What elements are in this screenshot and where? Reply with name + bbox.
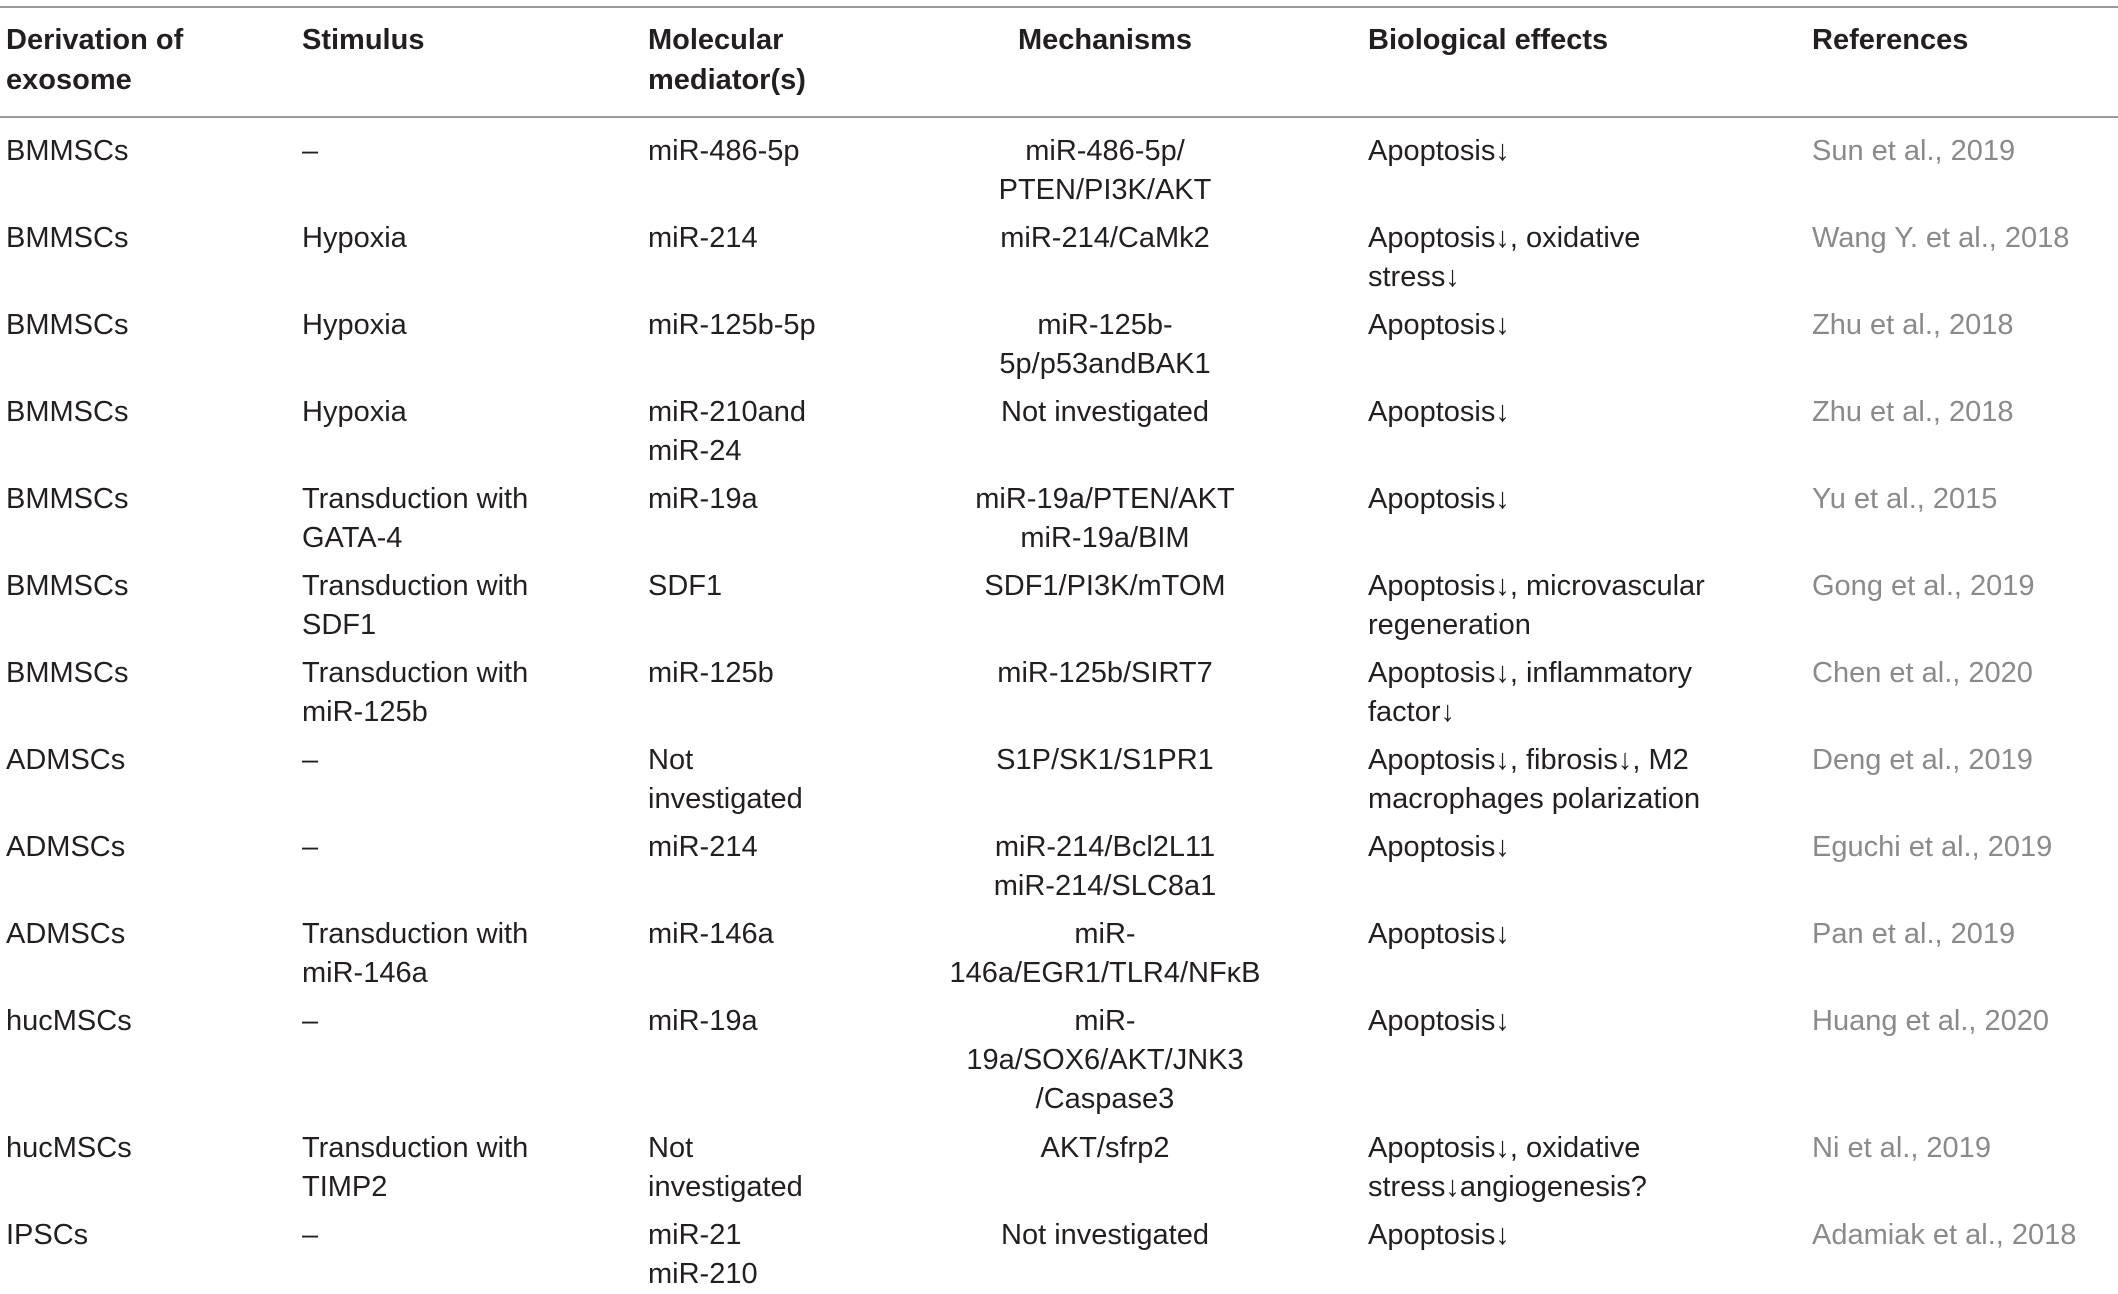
cell-text-line: Apoptosis↓ — [1368, 135, 1510, 167]
reference-cell — [1812, 306, 2014, 345]
cell-text-line: BMMSCs — [6, 570, 129, 602]
cell-text-line: Molecular — [648, 24, 784, 56]
mechanism-cell — [940, 1216, 1270, 1255]
cell-text-line: Yu et al., 2015 — [1812, 483, 1998, 515]
cell-text-line: exosome — [6, 64, 132, 96]
cell-text-line: investigated — [648, 1171, 803, 1203]
header-mechanisms — [940, 20, 1270, 60]
cell-text-line: SDF1 — [302, 609, 377, 641]
cell-text-line: BMMSCs — [6, 396, 129, 428]
cell-text-line: Apoptosis↓ — [1368, 1005, 1510, 1037]
cell-text-line: Hypoxia — [302, 309, 407, 341]
cell-text-line: Apoptosis↓, microvascular — [1368, 570, 1705, 602]
cell-text-line: Biological effects — [1368, 24, 1609, 56]
cell-text-line: miR-214/SLC8a1 — [993, 870, 1217, 902]
cell-text-line: Apoptosis↓ — [1368, 396, 1510, 428]
cell-text-line: BMMSCs — [6, 309, 129, 341]
mechanism-cell — [940, 132, 1270, 210]
mediator-cell — [648, 915, 774, 954]
derivation-cell — [6, 219, 128, 258]
derivation-cell — [6, 393, 128, 432]
mechanism-cell — [940, 480, 1270, 558]
stimulus-cell — [302, 219, 407, 258]
mediator-cell — [648, 654, 774, 693]
mechanism-cell — [940, 306, 1270, 384]
cell-text-line: Derivation of — [6, 24, 184, 56]
cell-text-line: Apoptosis↓ — [1368, 1219, 1510, 1251]
cell-text-line: PTEN/PI3K/AKT — [998, 174, 1212, 206]
cell-text-line: miR-125b-5p — [648, 309, 816, 341]
derivation-cell — [6, 132, 128, 171]
cell-text-line: Not investigated — [1001, 1219, 1209, 1251]
cell-text-line: ADMSCs — [6, 831, 126, 863]
cell-text-line: – — [302, 1005, 319, 1037]
cell-text-line: – — [302, 135, 319, 167]
cell-text-line: hucMSCs — [6, 1005, 132, 1037]
cell-text-line: 146a/EGR1/TLR4/NFκB — [949, 957, 1261, 989]
reference-cell — [1812, 915, 2015, 954]
cell-text-line: miR-125b/SIRT7 — [997, 657, 1213, 689]
effect-cell — [1368, 741, 1700, 819]
cell-text-line: factor↓ — [1368, 696, 1456, 728]
cell-text-line: stress↓angiogenesis? — [1368, 1171, 1647, 1203]
cell-text-line: Transduction with — [302, 657, 529, 689]
cell-text-line: Not investigated — [1001, 396, 1209, 428]
cell-text-line: miR- — [1074, 918, 1136, 950]
mediator-cell — [648, 219, 758, 258]
table-top-rule — [0, 6, 2118, 8]
cell-text-line: ADMSCs — [6, 744, 126, 776]
cell-text-line: miR-19a/BIM — [1020, 522, 1190, 554]
cell-text-line: regeneration — [1368, 609, 1531, 641]
cell-text-line: miR-125b- — [1037, 309, 1173, 341]
cell-text-line: – — [302, 831, 319, 863]
reference-cell — [1812, 1216, 2076, 1255]
cell-text-line: Apoptosis↓, inflammatory — [1368, 657, 1692, 689]
header-derivation — [6, 20, 183, 100]
derivation-cell — [6, 1216, 88, 1255]
stimulus-cell — [302, 393, 407, 432]
stimulus-cell — [302, 1216, 318, 1255]
reference-cell — [1812, 654, 2033, 693]
cell-text-line: Ni et al., 2019 — [1812, 1132, 1991, 1164]
cell-text-line: Transduction with — [302, 570, 529, 602]
effect-cell — [1368, 567, 1705, 645]
cell-text-line: Not — [648, 744, 694, 776]
cell-text-line: Hypoxia — [302, 396, 407, 428]
header-effects — [1368, 20, 1608, 60]
stimulus-cell — [302, 741, 318, 780]
cell-text-line: Zhu et al., 2018 — [1812, 396, 2014, 428]
stimulus-cell — [302, 306, 407, 345]
effect-cell — [1368, 1002, 1510, 1041]
cell-text-line: Transduction with — [302, 1132, 529, 1164]
mechanism-cell — [940, 741, 1270, 780]
header-stimulus — [302, 20, 424, 60]
cell-text-line: miR-214 — [648, 831, 758, 863]
cell-text-line: Sun et al., 2019 — [1812, 135, 2016, 167]
cell-text-line: Huang et al., 2020 — [1812, 1005, 2050, 1037]
mechanism-cell — [940, 654, 1270, 693]
cell-text-line: Gong et al., 2019 — [1812, 570, 2035, 602]
stimulus-cell — [302, 480, 528, 558]
cell-text-line: Chen et al., 2020 — [1812, 657, 2033, 689]
cell-text-line: – — [302, 744, 319, 776]
reference-cell — [1812, 219, 2069, 258]
cell-text-line: IPSCs — [6, 1219, 89, 1251]
stimulus-cell — [302, 828, 318, 867]
cell-text-line: Apoptosis↓, oxidative — [1368, 222, 1641, 254]
cell-text-line: BMMSCs — [6, 222, 129, 254]
reference-cell — [1812, 828, 2052, 867]
effect-cell — [1368, 480, 1510, 519]
cell-text-line: 5p/p53andBAK1 — [999, 348, 1211, 380]
mediator-cell — [648, 828, 758, 867]
cell-text-line: Transduction with — [302, 483, 529, 515]
stimulus-cell — [302, 132, 318, 171]
cell-text-line: Deng et al., 2019 — [1812, 744, 2033, 776]
cell-text-line: Apoptosis↓ — [1368, 483, 1510, 515]
stimulus-cell — [302, 1002, 318, 1041]
mechanism-cell — [940, 828, 1270, 906]
stimulus-cell — [302, 1129, 528, 1207]
mediator-cell — [648, 306, 816, 345]
derivation-cell — [6, 1129, 132, 1168]
cell-text-line: miR-125b — [302, 696, 428, 728]
cell-text-line: miR-214/Bcl2L11 — [994, 831, 1216, 863]
cell-text-line: SDF1/PI3K/mTOM — [984, 570, 1226, 602]
cell-text-line: /Caspase3 — [1035, 1083, 1175, 1115]
effect-cell — [1368, 219, 1640, 297]
cell-text-line: miR-486-5p — [648, 135, 800, 167]
cell-text-line: miR-146a — [648, 918, 774, 950]
reference-cell — [1812, 741, 2033, 780]
cell-text-line: miR-21 — [648, 1219, 742, 1251]
cell-text-line: Adamiak et al., 2018 — [1812, 1219, 2077, 1251]
cell-text-line: GATA-4 — [302, 522, 403, 554]
mechanism-cell — [940, 915, 1270, 993]
cell-text-line: hucMSCs — [6, 1132, 132, 1164]
cell-text-line: AKT/sfrp2 — [1040, 1132, 1170, 1164]
derivation-cell — [6, 828, 125, 867]
cell-text-line: References — [1812, 24, 1969, 56]
mechanism-cell — [940, 393, 1270, 432]
cell-text-line: Not — [648, 1132, 694, 1164]
cell-text-line: miR-19a/PTEN/AKT — [975, 483, 1235, 515]
effect-cell — [1368, 393, 1510, 432]
cell-text-line: miR-210and — [648, 396, 806, 428]
cell-text-line: – — [302, 1219, 319, 1251]
cell-text-line: investigated — [648, 783, 803, 815]
effect-cell — [1368, 306, 1510, 345]
cell-text-line: stress↓ — [1368, 261, 1460, 293]
mediator-cell — [648, 567, 722, 606]
mechanism-cell — [940, 219, 1270, 258]
cell-text-line: Hypoxia — [302, 222, 407, 254]
mediator-cell — [648, 1216, 758, 1294]
cell-text-line: ADMSCs — [6, 918, 126, 950]
cell-text-line: miR-19a — [648, 483, 758, 515]
derivation-cell — [6, 567, 128, 606]
reference-cell — [1812, 132, 2015, 171]
cell-text-line: SDF1 — [648, 570, 723, 602]
cell-text-line: Zhu et al., 2018 — [1812, 309, 2014, 341]
reference-cell — [1812, 567, 2035, 606]
effect-cell — [1368, 915, 1510, 954]
cell-text-line: miR-24 — [648, 435, 742, 467]
stimulus-cell — [302, 654, 528, 732]
stimulus-cell — [302, 567, 528, 645]
mechanism-cell — [940, 1129, 1270, 1168]
cell-text-line: miR-19a — [648, 1005, 758, 1037]
reference-cell — [1812, 1129, 1991, 1168]
table-header-row — [0, 20, 2118, 110]
cell-text-line: miR-125b — [648, 657, 774, 689]
header-mediators — [648, 20, 806, 100]
cell-text-line: Eguchi et al., 2019 — [1812, 831, 2053, 863]
cell-text-line: miR-486-5p/ — [1025, 135, 1185, 167]
mediator-cell — [648, 132, 800, 171]
cell-text-line: miR-214/CaMk2 — [1000, 222, 1210, 254]
cell-text-line: mediator(s) — [648, 64, 806, 96]
mechanism-cell — [940, 1002, 1270, 1119]
derivation-cell — [6, 915, 125, 954]
cell-text-line: Apoptosis↓ — [1368, 831, 1510, 863]
reference-cell — [1812, 480, 1997, 519]
effect-cell — [1368, 828, 1510, 867]
mediator-cell — [648, 1129, 803, 1207]
cell-text-line: Apoptosis↓ — [1368, 309, 1510, 341]
cell-text-line: miR-146a — [302, 957, 428, 989]
cell-text-line: Apoptosis↓, oxidative — [1368, 1132, 1641, 1164]
cell-text-line: TIMP2 — [302, 1171, 388, 1203]
mechanism-cell — [940, 567, 1270, 606]
effect-cell — [1368, 1216, 1510, 1255]
cell-text-line: Mechanisms — [1017, 24, 1193, 56]
cell-text-line: Apoptosis↓ — [1368, 918, 1510, 950]
header-references — [1812, 20, 1968, 60]
cell-text-line: 19a/SOX6/AKT/JNK3 — [966, 1044, 1244, 1076]
cell-text-line: macrophages polarization — [1368, 783, 1701, 815]
reference-cell — [1812, 393, 2014, 432]
stimulus-cell — [302, 915, 528, 993]
derivation-cell — [6, 741, 125, 780]
derivation-cell — [6, 480, 128, 519]
cell-text-line: Apoptosis↓, fibrosis↓, M2 — [1368, 744, 1689, 776]
derivation-cell — [6, 1002, 132, 1041]
effect-cell — [1368, 132, 1510, 171]
cell-text-line: miR- — [1074, 1005, 1136, 1037]
cell-text-line: Wang Y. et al., 2018 — [1812, 222, 2070, 254]
cell-text-line: BMMSCs — [6, 657, 129, 689]
cell-text-line: Transduction with — [302, 918, 529, 950]
cell-text-line: S1P/SK1/S1PR1 — [996, 744, 1214, 776]
mediator-cell — [648, 1002, 758, 1041]
table-header-rule — [0, 116, 2118, 118]
cell-text-line: miR-210 — [648, 1258, 758, 1290]
mediator-cell — [648, 480, 758, 519]
effect-cell — [1368, 1129, 1647, 1207]
mediator-cell — [648, 393, 806, 471]
reference-cell — [1812, 1002, 2049, 1041]
cell-text-line: BMMSCs — [6, 135, 129, 167]
derivation-cell — [6, 306, 128, 345]
cell-text-line: Pan et al., 2019 — [1812, 918, 2016, 950]
mediator-cell — [648, 741, 803, 819]
cell-text-line: Stimulus — [302, 24, 425, 56]
derivation-cell — [6, 654, 128, 693]
cell-text-line: BMMSCs — [6, 483, 129, 515]
cell-text-line: miR-214 — [648, 222, 758, 254]
effect-cell — [1368, 654, 1692, 732]
